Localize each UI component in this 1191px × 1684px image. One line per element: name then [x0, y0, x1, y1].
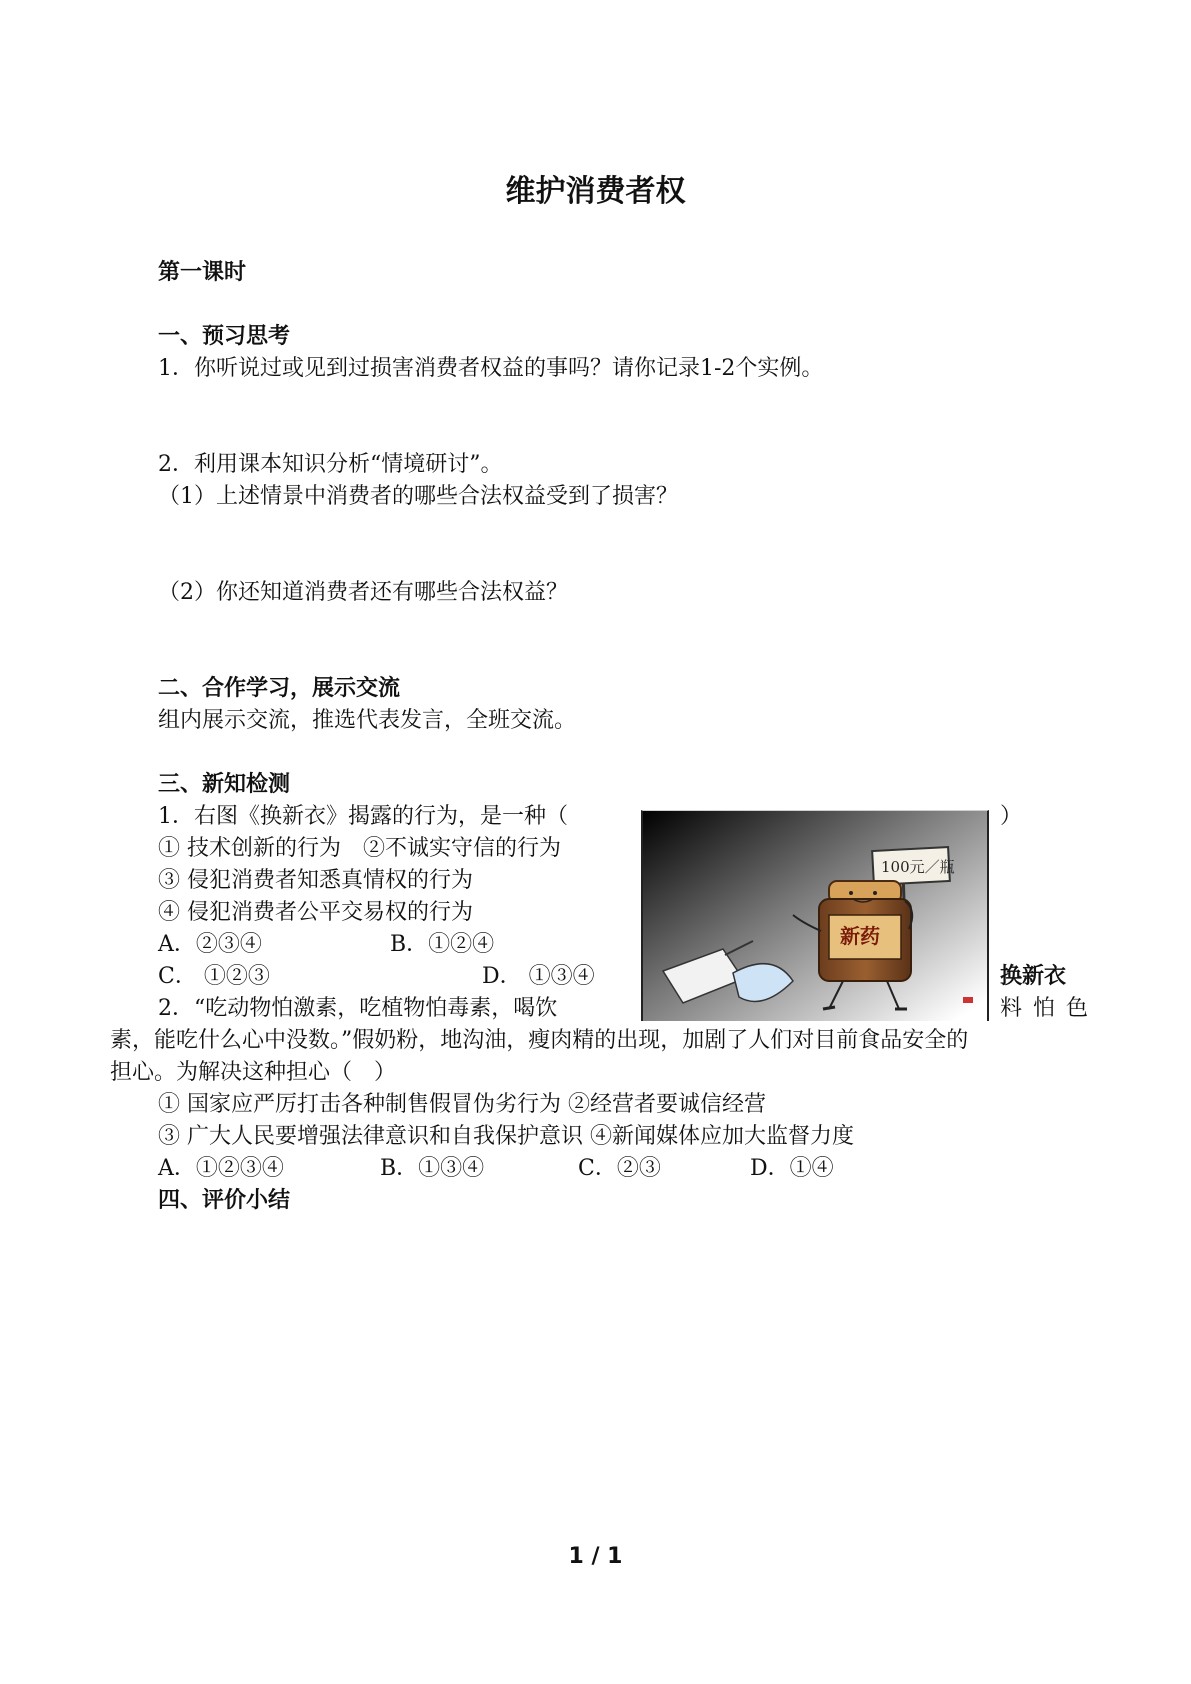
- section1-heading: 一、预习思考: [158, 324, 291, 349]
- figure-caption: 换新衣: [1000, 964, 1067, 989]
- q1-answer-d: D． ①③④: [482, 964, 595, 989]
- lesson-label: 第一课时: [158, 260, 247, 285]
- section1-question1: 1．你听说过或见到过损害消费者权益的事吗？请你记录1-2个实例。: [158, 356, 824, 381]
- q1-option-4: ④ 侵犯消费者公平交易权的行为: [158, 900, 473, 925]
- q1-option-1-2: ① 技术创新的行为 ②不诚实守信的行为: [158, 836, 561, 861]
- q1-stem: 1．右图《换新衣》揭露的行为，是一种（: [158, 804, 568, 829]
- jar-label: 新药: [840, 924, 880, 948]
- section4-heading: 四、评价小结: [158, 1188, 291, 1213]
- section1-question2-part1: （1）上述情景中消费者的哪些合法权益受到了损害？: [158, 484, 678, 509]
- page-title: 维护消费者权: [505, 174, 686, 209]
- q1-answer-c: C． ①②③: [158, 964, 270, 989]
- q2-answer-d: D．①④: [750, 1156, 834, 1181]
- page-number: 1 / 1: [568, 1544, 623, 1569]
- q1-answer-b: B．①②④: [390, 932, 495, 957]
- q2-answer-a: A．①②③④: [158, 1156, 284, 1181]
- sign-text: 100元／瓶: [881, 858, 955, 876]
- section1-question2-part2: （2）你还知道消费者还有哪些合法权益？: [158, 580, 568, 605]
- q2-line2: 素，能吃什么心中没数。”假奶粉，地沟油，瘦肉精的出现，加剧了人们对目前食品安全的: [110, 1028, 969, 1053]
- section2-heading: 二、合作学习，展示交流: [158, 676, 401, 701]
- q2-line1-right-char: 怕: [1032, 996, 1055, 1021]
- q1-answer-a: A．②③④: [158, 932, 262, 957]
- q2-options-3-4: ③ 广大人民要增强法律意识和自我保护意识 ④新闻媒体应加大监督力度: [158, 1124, 854, 1149]
- q2-line1-right-char: 色: [1065, 996, 1088, 1021]
- q2-options-1-2: ① 国家应严厉打击各种制售假冒伪劣行为 ②经营者要诚信经营: [158, 1092, 766, 1117]
- q1-option-3: ③ 侵犯消费者知悉真情权的行为: [158, 868, 473, 893]
- q1-close-paren: ）: [1000, 804, 1023, 829]
- cartoon-illustration: [643, 811, 987, 1021]
- section1-question2: 2．利用课本知识分析“情境研讨”。: [158, 452, 503, 477]
- section3-heading: 三、新知检测: [158, 772, 291, 797]
- cartoon-image: [641, 810, 989, 1021]
- q2-line1-right: [1000, 994, 1088, 1024]
- q2-line3: 担心。为解决这种担心（ ）: [110, 1060, 397, 1085]
- q2-line1-right-char: 料: [1000, 996, 1023, 1021]
- q2-answer-b: B．①③④: [380, 1156, 485, 1181]
- q2-answer-c: C．②③: [578, 1156, 661, 1181]
- section2-text: 组内展示交流，推选代表发言，全班交流。: [158, 708, 577, 733]
- q2-line1-left: 2．“吃动物怕激素，吃植物怕毒素，喝饮: [158, 996, 558, 1021]
